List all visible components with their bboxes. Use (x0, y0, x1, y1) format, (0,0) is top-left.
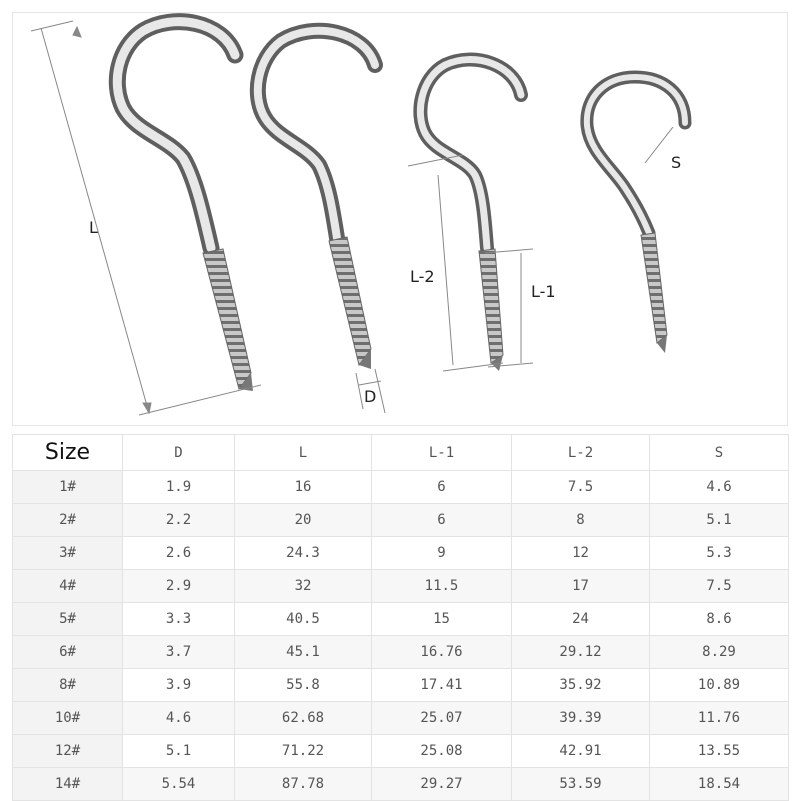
size-cell: 2# (13, 504, 123, 537)
table-row (13, 735, 789, 768)
table-row (13, 603, 789, 636)
size-cell: 10# (13, 702, 123, 735)
hook-2 (258, 31, 375, 369)
table-cell: 6 (372, 471, 512, 504)
screw-hooks-drawing (13, 13, 789, 427)
hook-4 (587, 77, 685, 353)
dimension-label-S: S (671, 153, 682, 172)
table-row (13, 702, 789, 735)
table-cell: 10.89 (650, 669, 789, 702)
table-row (13, 570, 789, 603)
table-cell: 15 (372, 603, 512, 636)
table-cell: 16 (235, 471, 372, 504)
table-cell: 35.92 (512, 669, 650, 702)
table-cell: 13.55 (650, 735, 789, 768)
table-cell: 24 (512, 603, 650, 636)
table-cell: 4.6 (123, 702, 235, 735)
table-cell: 11.76 (650, 702, 789, 735)
table-cell: 5.3 (650, 537, 789, 570)
column-header-l-2: L-2 (512, 435, 650, 471)
table-cell: 62.68 (235, 702, 372, 735)
table-cell: 87.78 (235, 768, 372, 801)
table-cell: 3.3 (123, 603, 235, 636)
column-header-size: Size (13, 435, 123, 471)
table-cell: 45.1 (235, 636, 372, 669)
dimension-lines (31, 21, 673, 415)
size-cell: 8# (13, 669, 123, 702)
table-cell: 16.76 (372, 636, 512, 669)
table-cell: 8.6 (650, 603, 789, 636)
table-cell: 4.6 (650, 471, 789, 504)
dimension-label-L-2: L-2 (410, 267, 435, 286)
table-cell: 1.9 (123, 471, 235, 504)
table-row (13, 636, 789, 669)
product-diagram (12, 12, 788, 426)
column-header-s: S (650, 435, 789, 471)
table-row (13, 471, 789, 504)
table-cell: 5.1 (650, 504, 789, 537)
table-cell: 11.5 (372, 570, 512, 603)
column-header-l: L (235, 435, 372, 471)
dimension-label-L-1: L-1 (531, 282, 556, 301)
table-cell: 40.5 (235, 603, 372, 636)
table-cell: 39.39 (512, 702, 650, 735)
table-row (13, 537, 789, 570)
size-cell: 5# (13, 603, 123, 636)
table-row (13, 504, 789, 537)
size-cell: 1# (13, 471, 123, 504)
column-header-d: D (123, 435, 235, 471)
size-cell: 14# (13, 768, 123, 801)
hook-3 (420, 60, 521, 371)
table-cell: 55.8 (235, 669, 372, 702)
table-cell: 3.7 (123, 636, 235, 669)
table-cell: 5.54 (123, 768, 235, 801)
table-cell: 29.27 (372, 768, 512, 801)
table-cell: 29.12 (512, 636, 650, 669)
table-cell: 17.41 (372, 669, 512, 702)
table-row (13, 768, 789, 801)
table-cell: 32 (235, 570, 372, 603)
table-cell: 3.9 (123, 669, 235, 702)
table-cell: 25.08 (372, 735, 512, 768)
table-cell: 53.59 (512, 768, 650, 801)
table-cell: 2.6 (123, 537, 235, 570)
table-cell: 18.54 (650, 768, 789, 801)
table-cell: 5.1 (123, 735, 235, 768)
table-row (13, 669, 789, 702)
table-cell: 42.91 (512, 735, 650, 768)
table-cell: 25.07 (372, 702, 512, 735)
table-cell: 8 (512, 504, 650, 537)
hook-1 (117, 22, 253, 391)
table-cell: 24.3 (235, 537, 372, 570)
size-cell: 3# (13, 537, 123, 570)
table-cell: 6 (372, 504, 512, 537)
size-cell: 6# (13, 636, 123, 669)
table-cell: 17 (512, 570, 650, 603)
table-cell: 2.9 (123, 570, 235, 603)
table-cell: 20 (235, 504, 372, 537)
dimension-label-L: L (89, 218, 98, 237)
table-header-row (13, 435, 789, 471)
table-cell: 9 (372, 537, 512, 570)
table-cell: 2.2 (123, 504, 235, 537)
size-cell: 4# (13, 570, 123, 603)
table-cell: 12 (512, 537, 650, 570)
size-cell: 12# (13, 735, 123, 768)
table-cell: 7.5 (650, 570, 789, 603)
table-cell: 71.22 (235, 735, 372, 768)
table-cell: 8.29 (650, 636, 789, 669)
table-cell: 7.5 (512, 471, 650, 504)
column-header-l-1: L-1 (372, 435, 512, 471)
dimension-label-D: D (364, 387, 377, 406)
size-spec-table (12, 434, 789, 801)
